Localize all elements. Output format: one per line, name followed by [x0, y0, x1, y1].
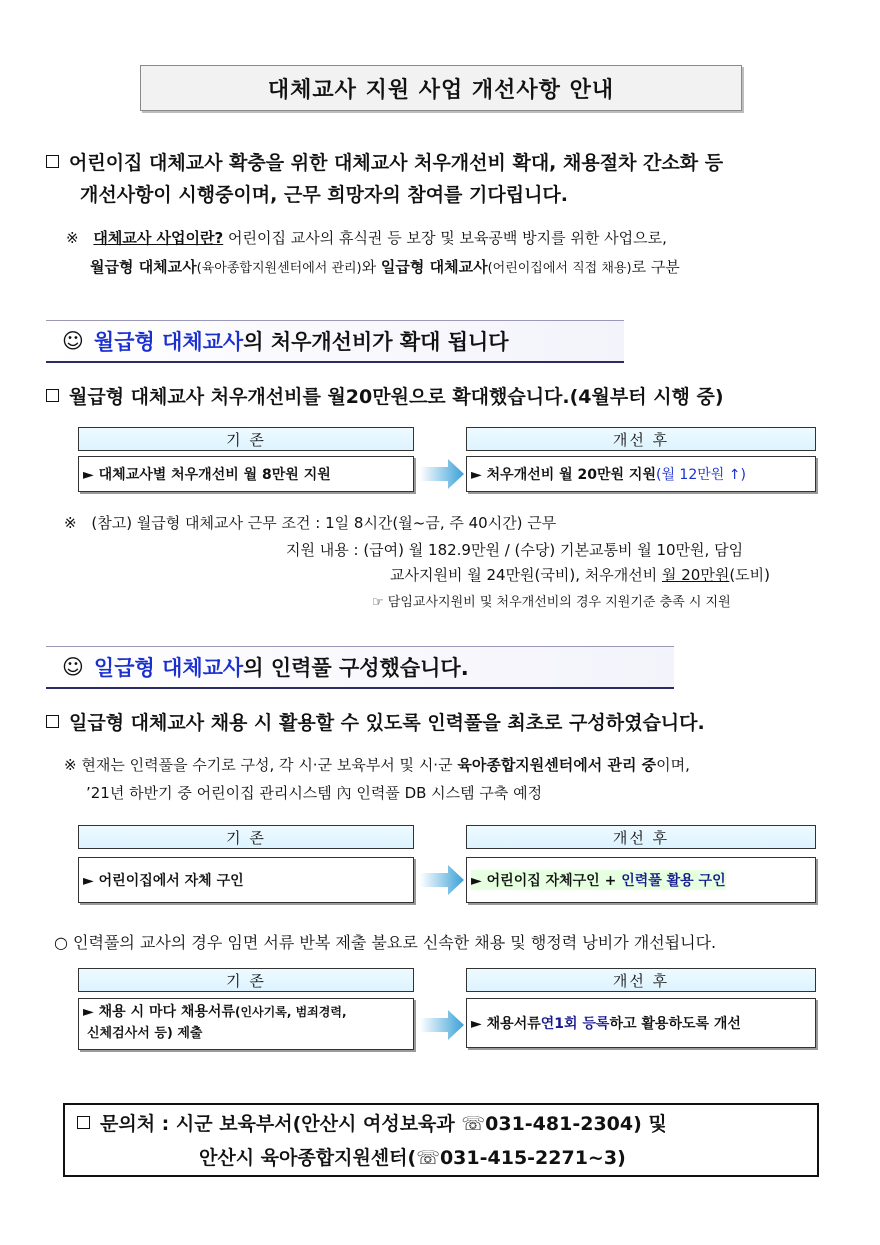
section1-heading-text: 월급형 대체교사 처우개선비를 월20만원으로 확대했습니다.(4월부터 시행 중)	[69, 386, 724, 408]
after-box-2	[466, 857, 816, 903]
page-title: 대체교사 지원 사업 개선사항 안내	[140, 65, 742, 111]
before-header-3: 기 존	[78, 968, 414, 992]
intro-note-1	[66, 225, 667, 252]
section1-rest: 의 처우개선비가 확대 됩니다	[243, 330, 509, 354]
after-header-2: 개선 후	[466, 825, 816, 849]
after3b: 연1회 등록	[540, 1016, 610, 1032]
square-bullet-icon	[46, 389, 59, 402]
before-box-3	[78, 998, 414, 1050]
contact-line-1-text: 문의처 : 시군 보육부서(안산시 여성보육과 ☏031-481-2304) 및	[100, 1113, 667, 1135]
section2-highlight: 일급형 대체교사	[93, 656, 244, 680]
after-text: ► 처우개선비 월 20만원 지원	[471, 467, 656, 483]
after-box-3	[466, 998, 816, 1048]
contact-line-1	[77, 1109, 667, 1136]
section2-heading-text: 일급형 대체교사 채용 시 활용할 수 있도록 인력풀을 최초로 구성하였습니다.	[69, 712, 705, 734]
contact-line-2: 안산시 육아종합지원센터(☏031-415-2271~3)	[199, 1147, 626, 1169]
note-daily: 일급형 대체교사	[380, 258, 488, 276]
right-arrow-icon	[420, 459, 464, 489]
section1-heading	[46, 382, 724, 412]
ref-line-1-text: (참고) 월급형 대체교사 근무 조건 : 1일 8시간(월~금, 주 40시간) 근무	[91, 514, 557, 532]
note-rest: 어린이집 교사의 휴식권 등 보장 및 보육공백 방지를 위한 사업으로,	[223, 229, 667, 247]
note-mid: 와	[361, 258, 381, 276]
intro-note-2	[90, 254, 680, 282]
intro-line-2: 개선사항이 시행중이며, 근무 희망자의 참여를 기다립니다.	[80, 184, 569, 206]
after3c: 하고 활용하도록 개선	[609, 1016, 741, 1032]
section2-note-1	[64, 752, 690, 779]
after3a: ► 채용서류	[471, 1016, 541, 1032]
after-header: 개선 후	[466, 427, 816, 451]
before-box-2: ► 어린이집에서 자체 구인	[78, 857, 414, 903]
after-2b: 인력풀 활용 구인	[621, 873, 726, 889]
square-bullet-icon	[46, 715, 59, 728]
ref-mark: ※	[64, 514, 77, 532]
ref-line-1	[64, 510, 556, 537]
before3-line2: 신체검사서 등) 제출	[87, 1026, 203, 1041]
before-header: 기 존	[78, 427, 414, 451]
after-box	[466, 456, 816, 492]
circle-line: ○ 인력풀의 교사의 경우 임면 서류 반복 제출 불요로 신속한 채용 및 행정력 낭비가 개선됩니다.	[54, 933, 717, 952]
before-header-2: 기 존	[78, 825, 414, 849]
ref-line-3c: (도비)	[729, 566, 770, 584]
after-2a: ► 어린이집 자체구인 +	[471, 873, 622, 889]
square-bullet-icon	[46, 155, 59, 168]
before3-1a: ► 채용 시 마다 채용서류	[83, 1004, 235, 1020]
note-term: 대체교사 사업이란?	[93, 229, 224, 247]
section2-note-2: ’21년 하반기 중 어린이집 관리시스템 內 인력풀 DB 시스템 구축 예정	[86, 784, 543, 802]
right-arrow-icon	[420, 1010, 464, 1040]
section1-banner	[46, 320, 624, 363]
note-mark: ※	[66, 229, 79, 247]
after-2-highlight	[471, 870, 726, 890]
note1c: 이며,	[656, 756, 690, 774]
note-end: 로 구분	[631, 258, 680, 276]
note1b: 육아종합지원센터에서 관리 중	[457, 756, 657, 774]
section2-heading	[46, 708, 705, 738]
note-daily-sub: (어린이집에서 직접 채용)	[487, 261, 632, 276]
ref-line-3a: 교사지원비 월 24만원(국비), 처우개선비	[390, 566, 662, 584]
before3-line1	[83, 1001, 413, 1023]
contact-box	[63, 1103, 819, 1177]
before3-1b: (인사기록, 범죄경력,	[234, 1005, 347, 1019]
ref-line-2: 지원 내용 : (급여) 월 182.9만원 / (수당) 기본교통비 월 10만원, 담임	[286, 541, 744, 559]
smile-icon: ☺	[62, 329, 84, 353]
section2-banner	[46, 646, 674, 689]
note1a: ※ 현재는 인력풀을 수기로 구성, 각 시·군 보육부서 및 시·군	[64, 756, 458, 774]
ref-line-4: ☞ 담임교사지원비 및 처우개선비의 경우 지원기준 충족 시 지원	[372, 595, 731, 610]
intro-line-1	[46, 148, 723, 178]
square-bullet-icon	[77, 1116, 90, 1129]
smile-icon: ☺	[62, 655, 84, 679]
section2-rest: 의 인력풀 구성했습니다.	[243, 656, 469, 680]
note-monthly: 월급형 대체교사	[90, 258, 197, 276]
ref-line-3b: 월 20만원	[661, 566, 730, 584]
after-extra: (월 12만원 ↑)	[656, 467, 746, 483]
ref-line-3	[390, 562, 770, 589]
section1-highlight: 월급형 대체교사	[93, 330, 244, 354]
note-monthly-sub: (육아종합지원센터에서 관리)	[196, 261, 362, 276]
before-box: ► 대체교사별 처우개선비 월 8만원 지원	[78, 456, 414, 492]
intro-text-1: 어린이집 대체교사 확충을 위한 대체교사 처우개선비 확대, 채용절차 간소화 등	[69, 152, 724, 174]
after-header-3: 개선 후	[466, 968, 816, 992]
right-arrow-icon	[420, 865, 464, 895]
